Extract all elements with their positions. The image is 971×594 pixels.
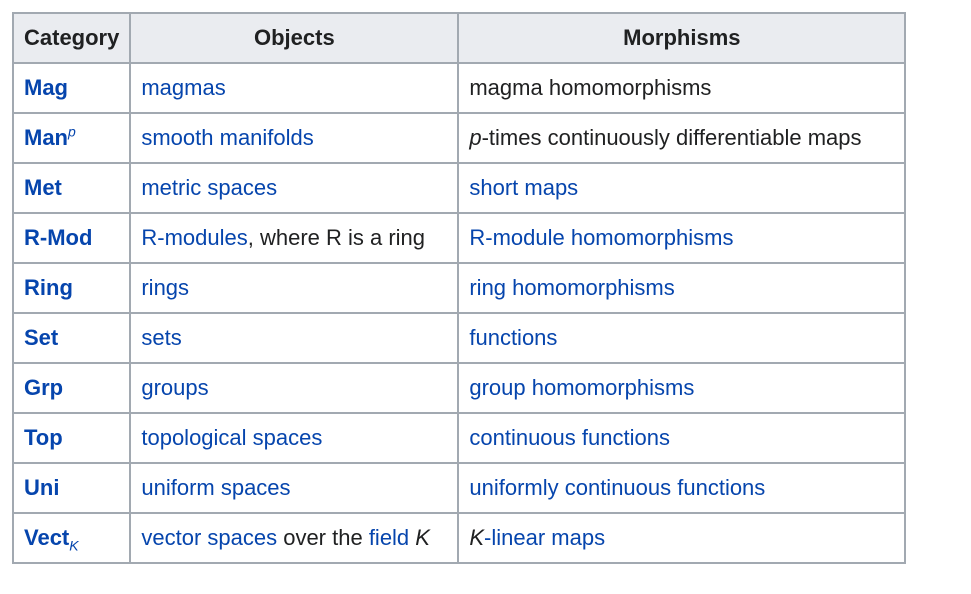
- objects-link[interactable]: metric spaces: [141, 175, 278, 200]
- objects-cell: [130, 363, 458, 413]
- objects-text: , where R is a ring: [247, 225, 426, 250]
- morphisms-link[interactable]: R-module homomorphisms: [469, 225, 734, 250]
- morphisms-link[interactable]: -linear maps: [484, 525, 606, 550]
- category-cell: [13, 363, 130, 413]
- objects-cell: [130, 113, 458, 163]
- objects-cell: [130, 163, 458, 213]
- category-link[interactable]: [24, 525, 79, 554]
- morphisms-link[interactable]: ring homomorphisms: [469, 275, 675, 300]
- morphisms-variable: K: [469, 525, 485, 550]
- objects-link[interactable]: rings: [141, 275, 190, 300]
- morphisms-link[interactable]: group homomorphisms: [469, 375, 695, 400]
- table-row: [13, 163, 905, 213]
- category-cell: [13, 463, 130, 513]
- morphisms-cell: [458, 63, 905, 113]
- objects-link[interactable]: R-modules: [141, 225, 248, 250]
- morphisms-cell: [458, 463, 905, 513]
- objects-cell: [130, 413, 458, 463]
- header-category: Category: [13, 13, 130, 63]
- objects-link[interactable]: vector spaces: [141, 525, 278, 550]
- objects-link[interactable]: uniform spaces: [141, 475, 291, 500]
- category-cell: [13, 513, 130, 563]
- category-link[interactable]: Met: [24, 175, 62, 200]
- category-superscript: p: [68, 123, 76, 140]
- table-row: [13, 413, 905, 463]
- morphisms-cell: [458, 163, 905, 213]
- category-cell: [13, 213, 130, 263]
- morphisms-cell: [458, 113, 905, 163]
- objects-text: over the: [277, 525, 369, 550]
- header-morphisms: Morphisms: [458, 13, 905, 63]
- objects-cell: [130, 213, 458, 263]
- category-link[interactable]: Top: [24, 425, 63, 450]
- category-name: Man: [24, 125, 68, 150]
- objects-variable: K: [415, 525, 430, 550]
- table-row: [13, 363, 905, 413]
- objects-link[interactable]: groups: [141, 375, 209, 400]
- objects-link[interactable]: magmas: [141, 75, 226, 100]
- category-cell: [13, 263, 130, 313]
- objects-cell: [130, 463, 458, 513]
- morphisms-cell: [458, 513, 905, 563]
- table-row: [13, 213, 905, 263]
- category-link[interactable]: Grp: [24, 375, 64, 400]
- category-link[interactable]: R-Mod: [24, 225, 93, 250]
- category-cell: [13, 413, 130, 463]
- category-cell: [13, 313, 130, 363]
- objects-cell: [130, 513, 458, 563]
- morphisms-cell: [458, 413, 905, 463]
- category-link[interactable]: Set: [24, 325, 59, 350]
- objects-link[interactable]: smooth manifolds: [141, 125, 314, 150]
- objects-cell: [130, 63, 458, 113]
- table-row: [13, 513, 905, 563]
- category-link[interactable]: Uni: [24, 475, 60, 500]
- objects-link[interactable]: sets: [141, 325, 182, 350]
- category-cell: [13, 63, 130, 113]
- category-cell: [13, 163, 130, 213]
- morphisms-link[interactable]: functions: [469, 325, 558, 350]
- morphisms-cell: [458, 363, 905, 413]
- table-row: [13, 313, 905, 363]
- table-row: [13, 263, 905, 313]
- objects-cell: [130, 263, 458, 313]
- header-objects: Objects: [130, 13, 458, 63]
- table-row: [13, 113, 905, 163]
- objects-cell: [130, 313, 458, 363]
- morphisms-link[interactable]: continuous functions: [469, 425, 670, 450]
- morphisms-link[interactable]: uniformly continuous functions: [469, 475, 766, 500]
- category-link[interactable]: Ring: [24, 275, 73, 300]
- table-row: [13, 63, 905, 113]
- categories-table: [12, 12, 906, 564]
- morphisms-link[interactable]: short maps: [469, 175, 579, 200]
- morphisms-cell: [458, 263, 905, 313]
- morphisms-text: -times continuously differentiable maps: [481, 125, 862, 150]
- category-name: Vect: [24, 525, 70, 550]
- morphisms-variable: p: [469, 125, 482, 150]
- category-cell: [13, 113, 130, 163]
- table-row: [13, 463, 905, 513]
- category-link[interactable]: [24, 125, 76, 150]
- morphisms-text: magma homomorphisms: [469, 75, 712, 100]
- morphisms-cell: [458, 313, 905, 363]
- category-link[interactable]: Mag: [24, 75, 68, 100]
- category-subscript: K: [69, 537, 79, 554]
- field-link[interactable]: field: [368, 525, 410, 550]
- morphisms-cell: [458, 213, 905, 263]
- header-row: [13, 13, 905, 63]
- objects-link[interactable]: topological spaces: [141, 425, 323, 450]
